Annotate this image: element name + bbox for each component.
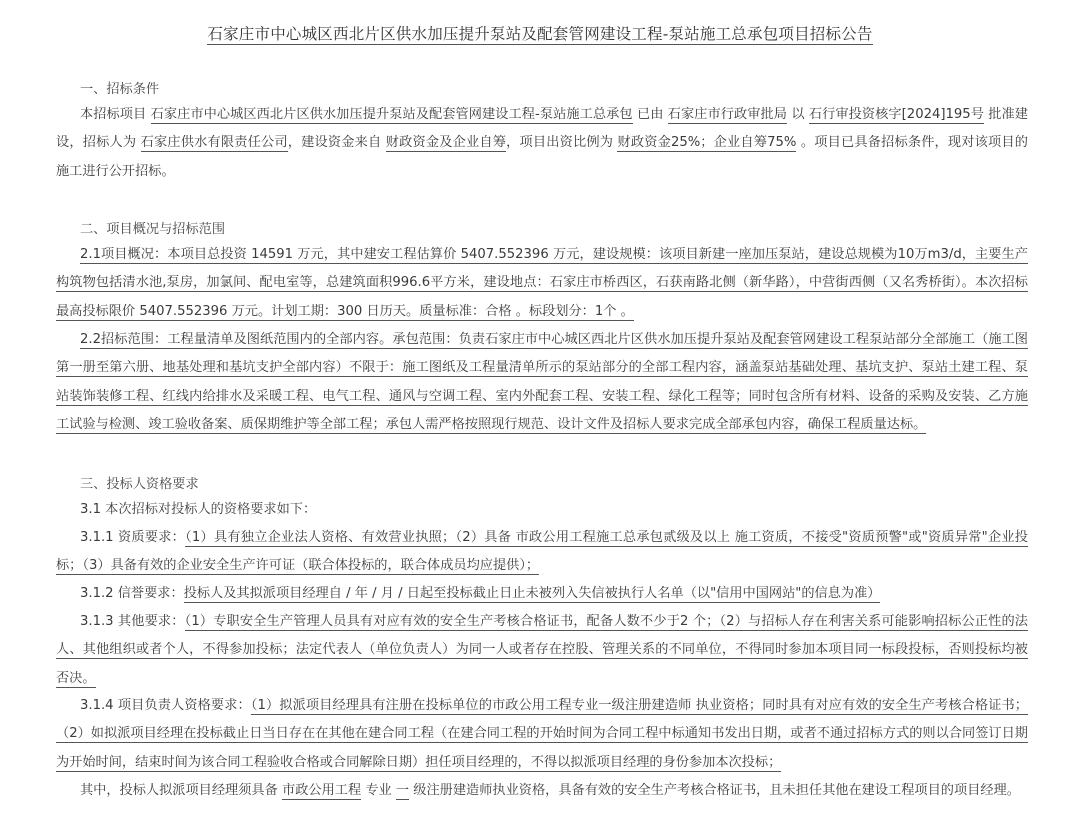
qualification-requirement-paragraph [56,524,1028,581]
section-2-heading: 二、项目概况与招标范围 [80,222,226,237]
text: 已由 [632,107,668,122]
text: ，项目出资比例为 [506,135,618,151]
other-requirement-paragraph [56,608,1028,693]
section-1-heading: 一、招标条件 [80,82,160,97]
bidding-scope: 2.2招标范围：工程量清单及图纸范围内的全部内容。承包范围：负责石家庄市中心城区西北片区供水加压提升泵站及配套管网建设工程泵站部分全部施工（施工图第一册至第六册、地基处理和基坑支护全部内容）不限于：施工图纸及工程量清单所示的泵站部分的全部工程内容，涵盖泵站基础处理、基坑支护、泵站土建工程、泵站装饰装修工程、红线内给排水及采暖工程、电气工程、通风与空调工程、室内外配套工程、安装工程、绿化工程等；同时包含所有材料、设备的采购及安装、乙方施工试验与检测、竣工验收备案、质保期维护等全部工程；承包人需严格按照现行规范、设计文件及招标人要求完成全部承包内容，确保工程质量达标。 [56,332,1028,432]
project-overview: 2.1项目概况：本项目总投资 14591 万元，其中建安工程估算价 5407.552396 万元，建设规模：该项目新建一座加压泵站，建设总规模为10万m3/d，主要生产构筑物包括清水池,泵房，加氯间、配电室等，总建筑面积996.6平方米，建设地点：石家庄市桥西区，石获南路北侧（新华路），中营街西侧（又名秀桥街）。本次招标最高投标限价 5407.552396 万元。计划工期：300 日历天。质量标准：合格 。标段划分：1个 。 [56,247,1028,319]
credit-requirement-paragraph [56,580,1028,608]
qualification-grade: 市政公用工程施工总承包贰级及以上 [511,530,735,545]
text: 以 [787,107,809,122]
requirement-label: 3.1.3 其他要求： [80,614,185,629]
project-name: 石家庄市中心城区西北片区供水加压提升泵站及配套管网建设工程-泵站施工总承包 [150,107,633,122]
requirement-label: 3.1.2 信誉要求： [80,586,184,601]
other-requirement: （1）专职安全生产管理人员具有对应有效的安全生产考核合格证书，配备人数不少于2 个；（2）与招标人存在利害关系可能影响招标公正性的法人、其他组织或者个人，不得参加投标；法定代表人（单位负责人）为同一人或者存在控股、管理关系的不同单位，不得同时参加本项目同一标段投标，否则投标均被否决。 [56,614,1028,686]
page-title [0,22,1080,44]
credit-requirement: 投标人及其拟派项目经理自 / 年 / 月 / 日起至投标截止日止未被列入失信被执行人名单（以"信用中国网站"的信息为准） [183,586,881,601]
funding-source: 财政资金及企业自筹 [385,135,507,151]
required-major: 市政公用工程 [282,783,362,798]
bidding-scope-paragraph [56,326,1028,439]
funding-ratio: 财政资金25%；企业自筹75% [617,135,797,151]
text: ，建设资金来自 [287,135,386,151]
qualification-requirement-cont: 施工资质，不接受"资质预警"或"资质异常"企业投标；（3）具备有效的企业安全生产许可证（联合体投标的，联合体成员均应提供）； [56,530,1028,574]
title-text: 石家庄市中心城区西北片区供水加压提升泵站及配套管网建设工程-泵站施工总承包项目招标公告 [207,25,873,43]
text: 专业 [361,783,396,798]
approval-authority: 石家庄市行政审批局 [667,107,788,122]
manager-requirement-paragraph [56,692,1028,777]
tenderer-name: 石家庄供水有限责任公司 [140,135,288,151]
text: 其中，投标人拟派项目经理须具备 [80,783,283,798]
requirement-label: 3.1.1 资质要求： [80,530,186,545]
text: 本招标项目 [80,107,151,122]
manager-requirement: （1）拟派项目经理具有注册在投标单位的市政公用工程专业一级注册建造师 执业资格；同时具有对应有效的安全生产考核合格证书；（2）如拟派项目经理在投标截止日当日存在在其他在建合同工程（在建合同工程的开始时间为合同工程中标通知书发出日期，或者不通过招标方式的则以合同签订日期为开始时间，结束时间为该合同工程验收合格或合同解除日期）担任项目经理的，不得以拟派项目经理的身份参加本次投标； [56,698,1028,770]
text: 。项目已具备招标条件，现对该项目的施工进行公开招标。 [56,135,1028,179]
required-grade: 一 [395,783,410,798]
manager-summary-paragraph [56,777,1028,805]
project-overview-paragraph [56,241,1028,326]
approval-document-number: 石行审投资核字[2024]195号 [808,107,985,122]
qualification-intro: 3.1 本次招标对投标人的资格要求如下： [80,502,317,517]
section-3-heading: 三、投标人资格要求 [80,477,199,492]
section-1-paragraph [56,101,1028,186]
text: 批准建设，招标人为 [56,107,1028,151]
qualification-requirement: （1）具有独立企业法人资格、有效营业执照；（2）具备 [185,530,512,545]
requirement-label: 3.1.4 项目负责人资格要求： [80,698,251,713]
text: 级注册建造师执业资格，具备有效的安全生产考核合格证书，且未担任其他在建设工程项目的项目经理。 [409,783,1020,798]
